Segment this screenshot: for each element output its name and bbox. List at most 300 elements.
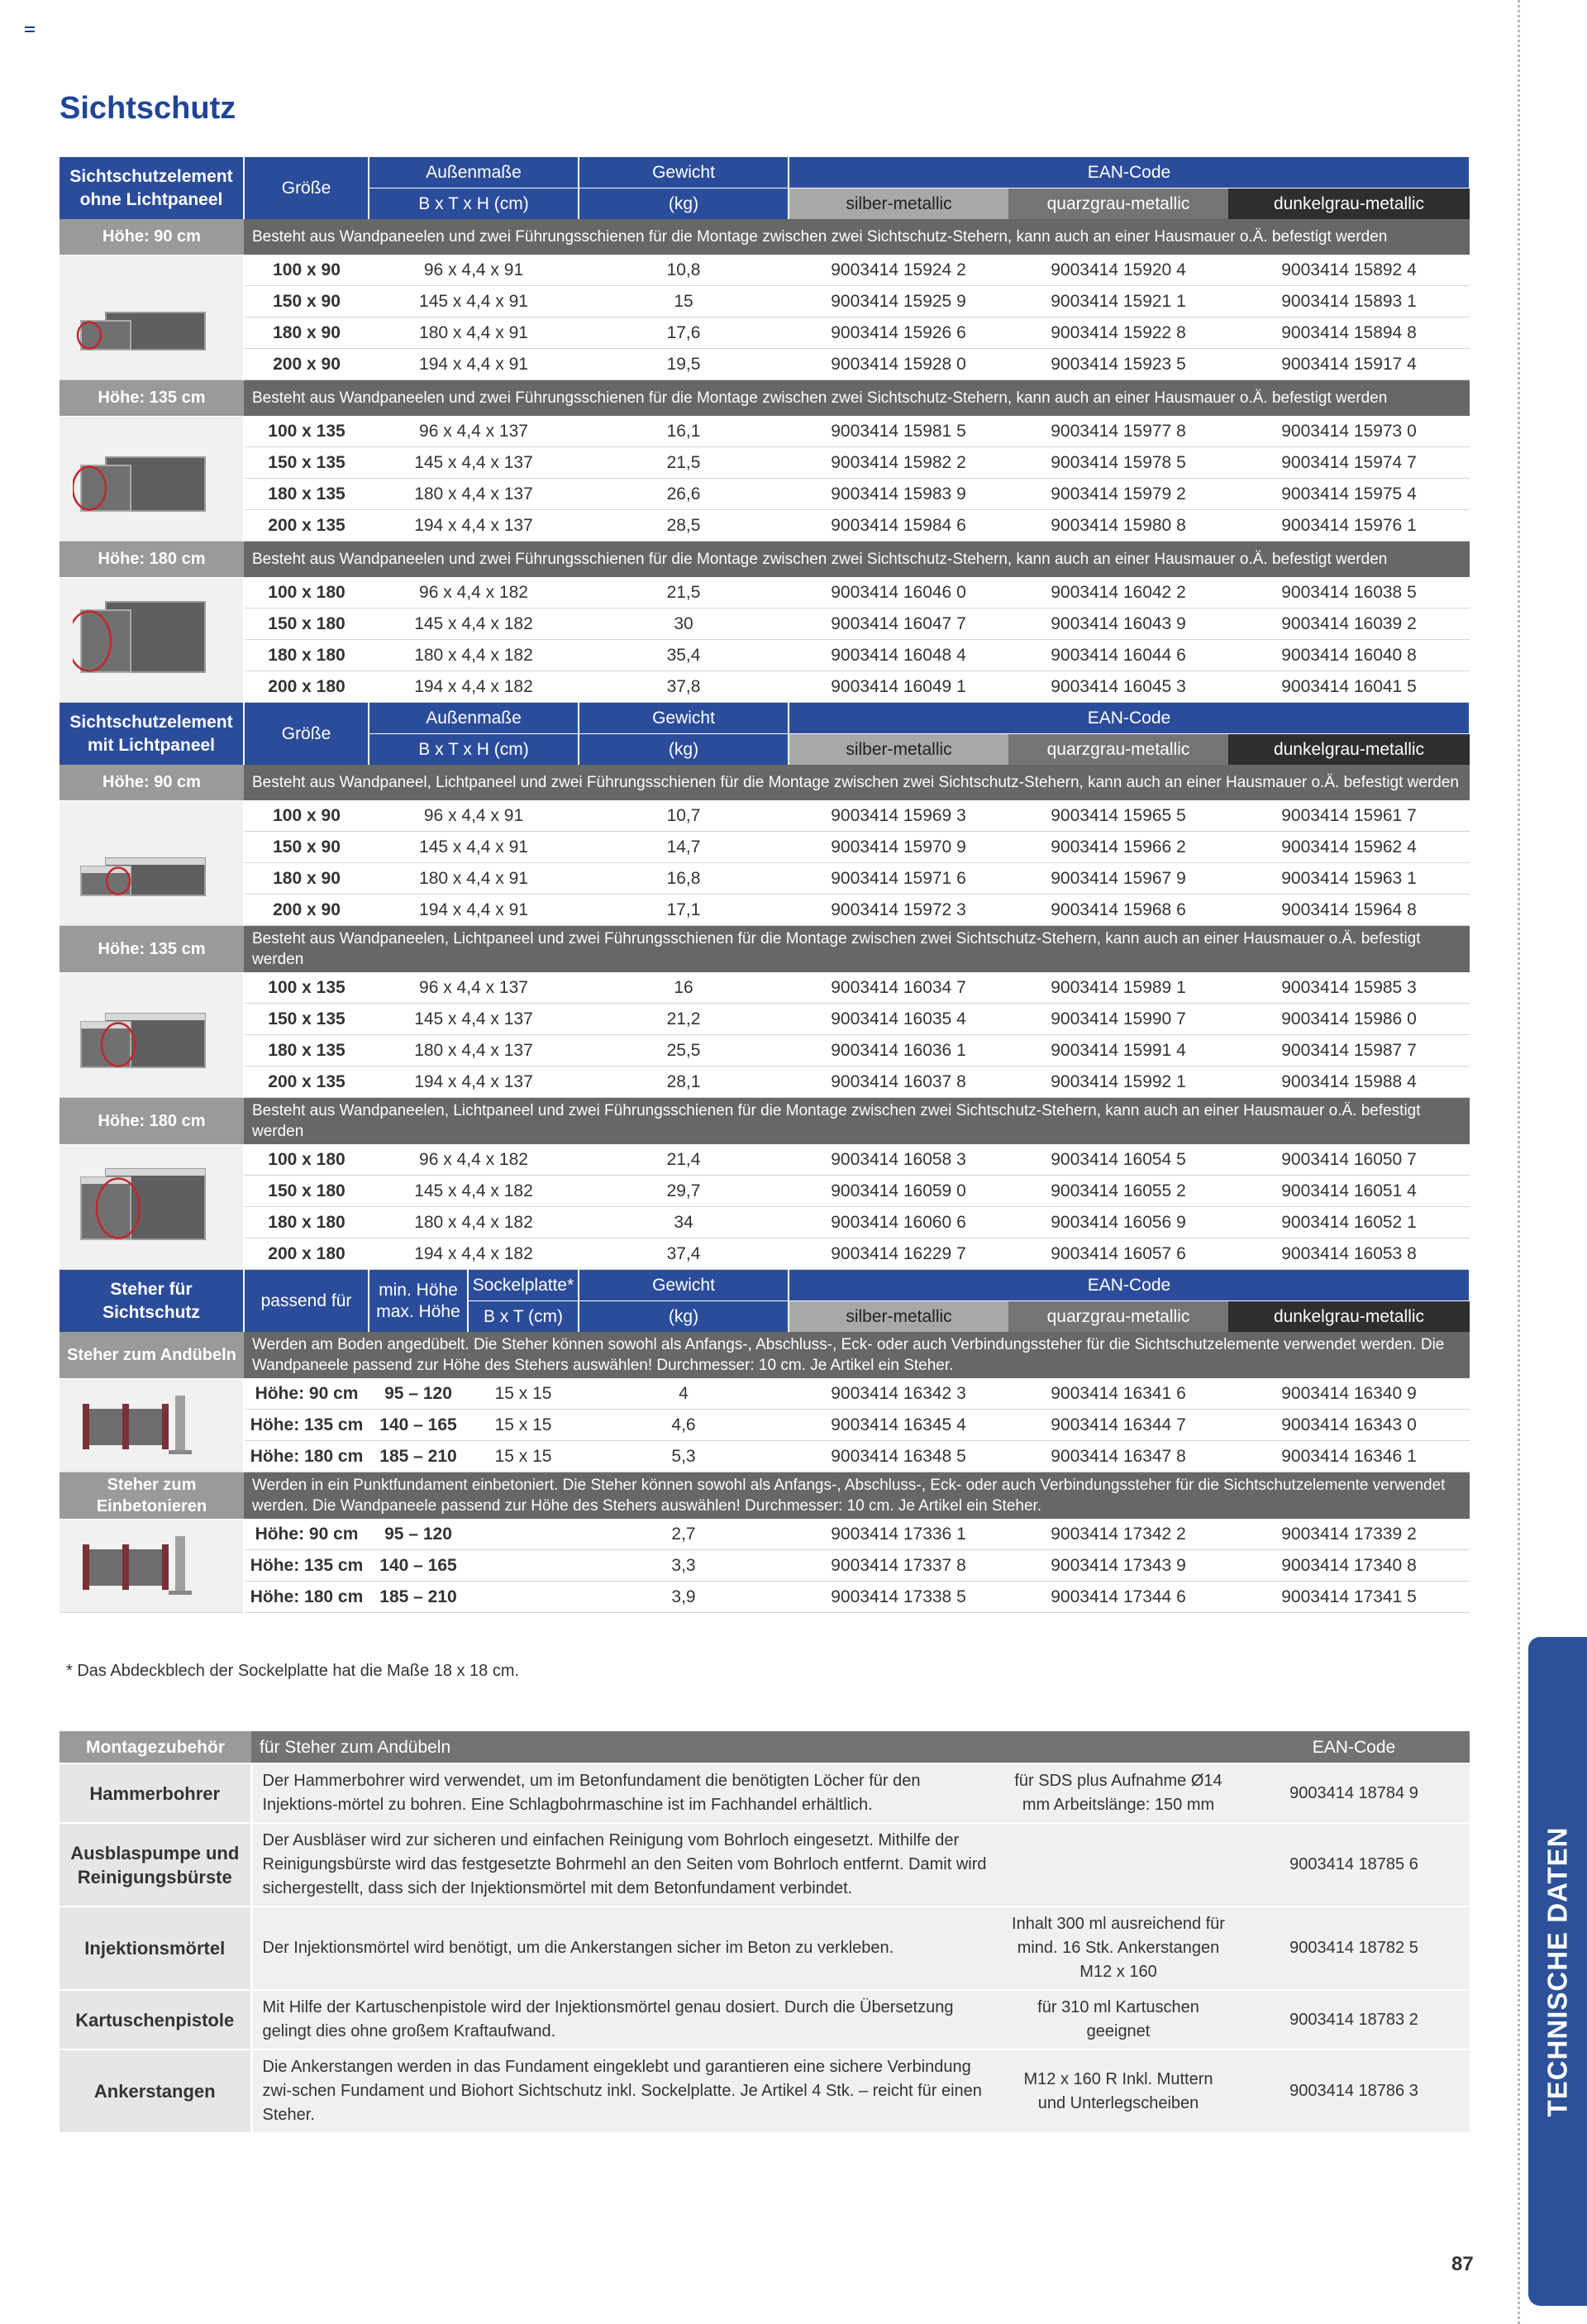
product-image-cell bbox=[60, 1144, 244, 1270]
row-weight: 14,7 bbox=[579, 832, 789, 863]
row-dimensions: 96 x 4,4 x 91 bbox=[369, 800, 579, 832]
row-ean-silber: 9003414 17337 8 bbox=[789, 1550, 1008, 1582]
row-dimensions: 194 x 4,4 x 91 bbox=[369, 349, 579, 380]
row-weight: 35,4 bbox=[579, 640, 789, 671]
row-weight: 26,6 bbox=[579, 479, 789, 510]
row-ean-quarzgrau: 9003414 15922 8 bbox=[1008, 317, 1228, 349]
group-header-row bbox=[60, 1472, 1470, 1520]
row-ean-silber: 9003414 15984 6 bbox=[789, 510, 1008, 542]
row-size: 150 x 180 bbox=[244, 1176, 369, 1207]
accessory-row bbox=[60, 1906, 1470, 1990]
col-header-dunkelgrau: dunkelgrau-metallic bbox=[1228, 188, 1470, 220]
row-ean-silber: 9003414 15971 6 bbox=[789, 863, 1008, 895]
row-size: 200 x 135 bbox=[244, 510, 369, 542]
accessory-ean: 9003414 18783 2 bbox=[1238, 1990, 1470, 2050]
row-ean-silber: 9003414 16342 3 bbox=[789, 1378, 1008, 1410]
product-image-cell bbox=[60, 1519, 244, 1613]
accessory-name: Injektionsmörtel bbox=[60, 1906, 251, 1990]
row-size: 100 x 135 bbox=[244, 416, 369, 447]
row-size: 180 x 90 bbox=[244, 863, 369, 895]
row-size: 100 x 90 bbox=[244, 800, 369, 832]
group-header-row bbox=[60, 219, 1470, 255]
row-ean-dunkelgrau: 9003414 16041 5 bbox=[1228, 671, 1470, 703]
row-size: 200 x 180 bbox=[244, 671, 369, 703]
row-weight: 15 bbox=[579, 286, 789, 317]
row-ean-silber: 9003414 16060 6 bbox=[789, 1207, 1008, 1238]
table-row bbox=[60, 1004, 1470, 1035]
table-row bbox=[60, 1176, 1470, 1207]
row-size: 180 x 135 bbox=[244, 1035, 369, 1067]
row-ean-dunkelgrau: 9003414 16040 8 bbox=[1228, 640, 1470, 671]
table-row bbox=[60, 1144, 1470, 1176]
table-row bbox=[60, 447, 1470, 479]
footnote: * Das Abdeckblech der Sockelplatte hat die Maße 18 x 18 cm. bbox=[66, 1662, 520, 1680]
row-ean-dunkelgrau: 9003414 16039 2 bbox=[1228, 608, 1470, 640]
row-size: 100 x 90 bbox=[244, 255, 369, 286]
row-ean-dunkelgrau: 9003414 17339 2 bbox=[1228, 1519, 1470, 1550]
row-ean-dunkelgrau: 9003414 16343 0 bbox=[1228, 1410, 1470, 1441]
row-ean-dunkelgrau: 9003414 15894 8 bbox=[1228, 317, 1470, 349]
row-ean-quarzgrau: 9003414 16043 9 bbox=[1008, 608, 1228, 640]
table-row bbox=[60, 416, 1470, 447]
product-image-cell bbox=[60, 1378, 244, 1472]
row-dimensions: 194 x 4,4 x 137 bbox=[369, 1067, 579, 1098]
col-header-gewicht: Gewicht bbox=[579, 157, 789, 188]
row-weight: 30 bbox=[579, 608, 789, 640]
row-dimensions: 96 x 4,4 x 137 bbox=[369, 416, 579, 447]
row-ean-dunkelgrau: 9003414 15975 4 bbox=[1228, 479, 1470, 510]
row-min-max: 140 – 165 bbox=[369, 1550, 468, 1582]
group-label: Höhe: 135 cm bbox=[60, 380, 244, 417]
row-ean-quarzgrau: 9003414 15992 1 bbox=[1008, 1067, 1228, 1098]
row-size: 150 x 135 bbox=[244, 1004, 369, 1035]
row-ean-quarzgrau: 9003414 15991 4 bbox=[1008, 1035, 1228, 1067]
row-ean-silber: 9003414 16049 1 bbox=[789, 671, 1008, 703]
row-dimensions: 96 x 4,4 x 182 bbox=[369, 1144, 579, 1176]
accessory-row bbox=[60, 1763, 1470, 1823]
page-edge-dotted-line bbox=[1518, 0, 1520, 2324]
row-dimensions: 96 x 4,4 x 91 bbox=[369, 255, 579, 286]
row-weight: 10,8 bbox=[579, 255, 789, 286]
row-weight: 17,6 bbox=[579, 317, 789, 349]
row-ean-quarzgrau: 9003414 16044 6 bbox=[1008, 640, 1228, 671]
row-ean-quarzgrau: 9003414 17342 2 bbox=[1008, 1519, 1228, 1550]
col-header-min-max: min. Höhe max. Höhe bbox=[369, 1270, 468, 1333]
row-ean-quarzgrau: 9003414 15979 2 bbox=[1008, 479, 1228, 510]
panel-product-image bbox=[73, 989, 230, 1076]
row-ean-silber: 9003414 16035 4 bbox=[789, 1004, 1008, 1035]
table-row bbox=[60, 510, 1470, 542]
row-ean-quarzgrau: 9003414 15966 2 bbox=[1008, 832, 1228, 863]
accessory-row bbox=[60, 2050, 1470, 2133]
col-header-gewicht: Gewicht bbox=[579, 1270, 789, 1301]
row-ean-silber: 9003414 16059 0 bbox=[789, 1176, 1008, 1207]
row-ean-dunkelgrau: 9003414 15963 1 bbox=[1228, 863, 1470, 895]
row-dimensions: 145 x 4,4 x 91 bbox=[369, 286, 579, 317]
row-ean-silber: 9003414 15926 6 bbox=[789, 317, 1008, 349]
row-min-max: 185 – 210 bbox=[369, 1441, 468, 1472]
col-header-quarzgrau: quarzgrau-metallic bbox=[1008, 188, 1228, 220]
row-dimensions: 194 x 4,4 x 137 bbox=[369, 510, 579, 542]
col-header-sockelplatte: Sockelplatte* bbox=[468, 1270, 579, 1301]
row-ean-quarzgrau: 9003414 15920 4 bbox=[1008, 255, 1228, 286]
row-ean-dunkelgrau: 9003414 15962 4 bbox=[1228, 832, 1470, 863]
row-ean-quarzgrau: 9003414 17343 9 bbox=[1008, 1550, 1228, 1582]
row-ean-quarzgrau: 9003414 16042 2 bbox=[1008, 577, 1228, 608]
row-weight: 16,1 bbox=[579, 416, 789, 447]
row-weight: 21,5 bbox=[579, 577, 789, 608]
group-description: Besteht aus Wandpaneelen und zwei Führungsschienen für die Montage zwischen zwei Sichtschutz-Stehern, kann auch an einer Hausmauer o.Ä. befestigt werden bbox=[244, 219, 1470, 255]
accessory-row bbox=[60, 1823, 1470, 1906]
group-header-row bbox=[60, 1098, 1470, 1145]
group-label: Steher zum Einbetonieren bbox=[60, 1472, 244, 1520]
row-size: 180 x 180 bbox=[244, 1207, 369, 1238]
row-ean-quarzgrau: 9003414 15977 8 bbox=[1008, 416, 1228, 447]
row-size: 200 x 180 bbox=[244, 1238, 369, 1270]
row-ean-quarzgrau: 9003414 16344 7 bbox=[1008, 1410, 1228, 1441]
page-number: 87 bbox=[1451, 2253, 1474, 2275]
row-ean-dunkelgrau: 9003414 15976 1 bbox=[1228, 510, 1470, 542]
group-label: Höhe: 180 cm bbox=[60, 1098, 244, 1145]
row-ean-quarzgrau: 9003414 15923 5 bbox=[1008, 349, 1228, 380]
row-weight: 2,7 bbox=[579, 1519, 789, 1550]
panel-product-image bbox=[73, 432, 230, 519]
group-description: Werden in ein Punktfundament einbetoniert. Die Steher können sowohl als Anfangs-, Abschluss-, Eck- oder auch Verbindungssteher für die Sichtschutzelemente verwendet werden. Die Wandpaneele passend zur Höhe des Stehers auswählen! Durchmesser: 10 cm. Je Artikel ein Steher. bbox=[244, 1472, 1470, 1520]
product-image-cell bbox=[60, 255, 244, 380]
col-header-kg: (kg) bbox=[579, 734, 789, 766]
row-sockelplatte: 15 x 15 bbox=[468, 1441, 579, 1472]
steher-product-image bbox=[73, 1379, 230, 1466]
steher-product-image bbox=[73, 1520, 230, 1606]
row-weight: 5,3 bbox=[579, 1441, 789, 1472]
group-header-row bbox=[60, 926, 1470, 973]
row-ean-silber: 9003414 16348 5 bbox=[789, 1441, 1008, 1472]
group-label: Höhe: 180 cm bbox=[60, 542, 244, 578]
col-header-aussenmasse: Außenmaße bbox=[369, 157, 579, 188]
product-image-cell bbox=[60, 416, 244, 542]
accessory-ean: 9003414 18782 5 bbox=[1238, 1906, 1470, 1990]
group-description: Besteht aus Wandpaneel, Lichtpaneel und zwei Führungsschienen für die Montage zwischen zwei Sichtschutz-Stehern, kann auch an einer Hausmauer o.Ä. befestigt werden bbox=[244, 765, 1470, 800]
row-sockelplatte bbox=[468, 1582, 579, 1613]
row-weight: 19,5 bbox=[579, 349, 789, 380]
row-weight: 28,5 bbox=[579, 510, 789, 542]
row-ean-quarzgrau: 9003414 16341 6 bbox=[1008, 1378, 1228, 1410]
row-weight: 21,2 bbox=[579, 1004, 789, 1035]
row-size: Höhe: 90 cm bbox=[244, 1519, 369, 1550]
row-size: Höhe: 180 cm bbox=[244, 1441, 369, 1472]
row-ean-silber: 9003414 16058 3 bbox=[789, 1144, 1008, 1176]
group-header-row bbox=[60, 1332, 1470, 1378]
col-header-bxt: B x T (cm) bbox=[468, 1301, 579, 1333]
table-row bbox=[60, 1067, 1470, 1098]
accessories-subtitle: für Steher zum Andübeln bbox=[251, 1731, 1238, 1763]
row-dimensions: 96 x 4,4 x 182 bbox=[369, 577, 579, 608]
row-ean-dunkelgrau: 9003414 16038 5 bbox=[1228, 577, 1470, 608]
row-ean-silber: 9003414 16046 0 bbox=[789, 577, 1008, 608]
row-ean-quarzgrau: 9003414 15967 9 bbox=[1008, 863, 1228, 895]
panel-product-image bbox=[73, 817, 230, 904]
row-ean-quarzgrau: 9003414 16057 6 bbox=[1008, 1238, 1228, 1270]
table-row bbox=[60, 1410, 1470, 1441]
row-min-max: 185 – 210 bbox=[369, 1582, 468, 1613]
row-size: Höhe: 135 cm bbox=[244, 1550, 369, 1582]
row-ean-silber: 9003414 16048 4 bbox=[789, 640, 1008, 671]
row-size: 180 x 180 bbox=[244, 640, 369, 671]
table-row bbox=[60, 671, 1470, 703]
row-ean-quarzgrau: 9003414 16056 9 bbox=[1008, 1207, 1228, 1238]
row-sockelplatte: 15 x 15 bbox=[468, 1410, 579, 1441]
row-size: 180 x 90 bbox=[244, 317, 369, 349]
product-image-cell bbox=[60, 972, 244, 1098]
row-weight: 3,9 bbox=[579, 1582, 789, 1613]
row-ean-dunkelgrau: 9003414 15973 0 bbox=[1228, 416, 1470, 447]
accessory-name: Ausblaspumpe und Reinigungsbürste bbox=[60, 1823, 251, 1906]
row-size: 100 x 180 bbox=[244, 577, 369, 608]
menu-icon[interactable] bbox=[25, 26, 35, 32]
col-header-ean: EAN-Code bbox=[789, 1270, 1470, 1301]
row-size: 150 x 90 bbox=[244, 286, 369, 317]
row-ean-dunkelgrau: 9003414 16050 7 bbox=[1228, 1144, 1470, 1176]
row-ean-quarzgrau: 9003414 15990 7 bbox=[1008, 1004, 1228, 1035]
side-tab-label: TECHNISCHE DATEN bbox=[1542, 1826, 1573, 2116]
group-label: Höhe: 135 cm bbox=[60, 926, 244, 973]
row-ean-silber: 9003414 15972 3 bbox=[789, 895, 1008, 926]
row-weight: 29,7 bbox=[579, 1176, 789, 1207]
row-dimensions: 180 x 4,4 x 182 bbox=[369, 1207, 579, 1238]
row-weight: 17,1 bbox=[579, 895, 789, 926]
row-dimensions: 180 x 4,4 x 91 bbox=[369, 863, 579, 895]
row-ean-quarzgrau: 9003414 15980 8 bbox=[1008, 510, 1228, 542]
row-ean-silber: 9003414 16037 8 bbox=[789, 1067, 1008, 1098]
col-header-silber: silber-metallic bbox=[789, 734, 1008, 766]
col-header-kg: (kg) bbox=[579, 188, 789, 220]
row-weight: 16,8 bbox=[579, 863, 789, 895]
col-header-silber: silber-metallic bbox=[789, 188, 1008, 220]
group-header-row bbox=[60, 380, 1470, 417]
accessory-spec: für SDS plus Aufnahme Ø14 mm Arbeitslänge: 150 mm bbox=[998, 1763, 1238, 1823]
row-ean-dunkelgrau: 9003414 15988 4 bbox=[1228, 1067, 1470, 1098]
table-row bbox=[60, 1441, 1470, 1472]
row-ean-dunkelgrau: 9003414 16052 1 bbox=[1228, 1207, 1470, 1238]
accessory-description: Der Hammerbohrer wird verwendet, um im Betonfundament die benötigten Löcher für den Injektions-mörtel zu bohren. Eine Schlagbohrmaschine ist im Fachhandel erhältlich. bbox=[251, 1763, 998, 1823]
col-header-dunkelgrau: dunkelgrau-metallic bbox=[1228, 734, 1470, 766]
table-header-row bbox=[60, 1270, 1470, 1301]
row-dimensions: 145 x 4,4 x 137 bbox=[369, 447, 579, 479]
panel-product-image bbox=[73, 271, 230, 358]
row-min-max: 140 – 165 bbox=[369, 1410, 468, 1441]
col-header-ean: EAN-Code bbox=[789, 157, 1470, 188]
row-dimensions: 194 x 4,4 x 182 bbox=[369, 671, 579, 703]
accessories-table bbox=[60, 1731, 1470, 2134]
table-row bbox=[60, 832, 1470, 863]
row-ean-dunkelgrau: 9003414 17340 8 bbox=[1228, 1550, 1470, 1582]
table-row bbox=[60, 349, 1470, 380]
col-header-dunkelgrau: dunkelgrau-metallic bbox=[1228, 1301, 1470, 1333]
row-ean-dunkelgrau: 9003414 15985 3 bbox=[1228, 972, 1470, 1004]
row-ean-quarzgrau: 9003414 15921 1 bbox=[1008, 286, 1228, 317]
row-ean-dunkelgrau: 9003414 16346 1 bbox=[1228, 1441, 1470, 1472]
row-ean-silber: 9003414 15925 9 bbox=[789, 286, 1008, 317]
product-image-cell bbox=[60, 577, 244, 703]
row-ean-dunkelgrau: 9003414 16053 8 bbox=[1228, 1238, 1470, 1270]
table-row bbox=[60, 972, 1470, 1004]
group-description: Besteht aus Wandpaneelen und zwei Führungsschienen für die Montage zwischen zwei Sichtschutz-Stehern, kann auch an einer Hausmauer o.Ä. befestigt werden bbox=[244, 380, 1470, 417]
row-ean-dunkelgrau: 9003414 15964 8 bbox=[1228, 895, 1470, 926]
row-dimensions: 180 x 4,4 x 91 bbox=[369, 317, 579, 349]
group-header-row bbox=[60, 542, 1470, 578]
row-sockelplatte bbox=[468, 1550, 579, 1582]
row-size: 180 x 135 bbox=[244, 479, 369, 510]
row-size: 100 x 180 bbox=[244, 1144, 369, 1176]
table-row bbox=[60, 255, 1470, 286]
panel-product-image bbox=[73, 1161, 230, 1248]
row-ean-silber: 9003414 15981 5 bbox=[789, 416, 1008, 447]
table-row bbox=[60, 1207, 1470, 1238]
table-row bbox=[60, 608, 1470, 640]
row-min-max: 95 – 120 bbox=[369, 1378, 468, 1410]
row-ean-silber: 9003414 16034 7 bbox=[789, 972, 1008, 1004]
row-weight: 21,4 bbox=[579, 1144, 789, 1176]
col-header-quarzgrau: quarzgrau-metallic bbox=[1008, 734, 1228, 766]
row-weight: 37,4 bbox=[579, 1238, 789, 1270]
col-header-passend: passend für bbox=[244, 1270, 369, 1333]
row-ean-quarzgrau: 9003414 16347 8 bbox=[1008, 1441, 1228, 1472]
row-ean-dunkelgrau: 9003414 15961 7 bbox=[1228, 800, 1470, 832]
accessory-spec bbox=[998, 1823, 1238, 1906]
accessory-spec: für 310 ml Kartuschen geeignet bbox=[998, 1990, 1238, 2050]
table-row bbox=[60, 640, 1470, 671]
group-header-row bbox=[60, 765, 1470, 800]
row-ean-quarzgrau: 9003414 15965 5 bbox=[1008, 800, 1228, 832]
row-ean-quarzgrau: 9003414 15978 5 bbox=[1008, 447, 1228, 479]
table-row bbox=[60, 895, 1470, 926]
table-row bbox=[60, 863, 1470, 895]
row-ean-silber: 9003414 15983 9 bbox=[789, 479, 1008, 510]
row-ean-silber: 9003414 17338 5 bbox=[789, 1582, 1008, 1613]
table-row bbox=[60, 286, 1470, 317]
row-dimensions: 145 x 4,4 x 91 bbox=[369, 832, 579, 863]
accessory-spec: M12 x 160 R Inkl. Muttern und Unterlegscheiben bbox=[998, 2050, 1238, 2133]
col-header-ean: EAN-Code bbox=[789, 703, 1470, 734]
accessory-ean: 9003414 18785 6 bbox=[1238, 1823, 1470, 1906]
page-title: Sichtschutz bbox=[60, 91, 236, 126]
row-dimensions: 180 x 4,4 x 137 bbox=[369, 1035, 579, 1067]
row-ean-dunkelgrau: 9003414 15893 1 bbox=[1228, 286, 1470, 317]
table-row bbox=[60, 800, 1470, 832]
col-header-kg: (kg) bbox=[579, 1301, 789, 1333]
row-weight: 4 bbox=[579, 1378, 789, 1410]
row-weight: 21,5 bbox=[579, 447, 789, 479]
col-header-silber: silber-metallic bbox=[789, 1301, 1008, 1333]
group-label: Höhe: 90 cm bbox=[60, 765, 244, 800]
row-ean-silber: 9003414 16036 1 bbox=[789, 1035, 1008, 1067]
accessories-ean-header: EAN-Code bbox=[1238, 1731, 1470, 1763]
row-weight: 37,8 bbox=[579, 671, 789, 703]
table-row bbox=[60, 317, 1470, 349]
product-image-cell bbox=[60, 800, 244, 926]
side-tab-label-wrap bbox=[1528, 1637, 1587, 2306]
row-ean-dunkelgrau: 9003414 15986 0 bbox=[1228, 1004, 1470, 1035]
row-size: 200 x 135 bbox=[244, 1067, 369, 1098]
row-dimensions: 180 x 4,4 x 137 bbox=[369, 479, 579, 510]
col-header-aussenmasse: Außenmaße bbox=[369, 703, 579, 734]
row-ean-silber: 9003414 15928 0 bbox=[789, 349, 1008, 380]
group-description: Besteht aus Wandpaneelen und zwei Führungsschienen für die Montage zwischen zwei Sichtschutz-Stehern, kann auch an einer Hausmauer o.Ä. befestigt werden bbox=[244, 542, 1470, 578]
row-dimensions: 145 x 4,4 x 182 bbox=[369, 608, 579, 640]
table-row bbox=[60, 1035, 1470, 1067]
product-table bbox=[60, 157, 1470, 1613]
row-dimensions: 194 x 4,4 x 182 bbox=[369, 1238, 579, 1270]
accessory-row bbox=[60, 1990, 1470, 2050]
row-ean-silber: 9003414 16345 4 bbox=[789, 1410, 1008, 1441]
row-min-max: 95 – 120 bbox=[369, 1519, 468, 1550]
row-weight: 3,3 bbox=[579, 1550, 789, 1582]
accessory-spec: Inhalt 300 ml ausreichend für mind. 16 Stk. Ankerstangen M12 x 160 bbox=[998, 1906, 1238, 1990]
group-label: Höhe: 90 cm bbox=[60, 219, 244, 255]
row-ean-dunkelgrau: 9003414 16340 9 bbox=[1228, 1378, 1470, 1410]
table-row bbox=[60, 1582, 1470, 1613]
row-size: 200 x 90 bbox=[244, 895, 369, 926]
table-row bbox=[60, 577, 1470, 608]
row-ean-quarzgrau: 9003414 16055 2 bbox=[1008, 1176, 1228, 1207]
row-size: 150 x 135 bbox=[244, 447, 369, 479]
col-header-quarzgrau: quarzgrau-metallic bbox=[1008, 1301, 1228, 1333]
row-ean-silber: 9003414 15969 3 bbox=[789, 800, 1008, 832]
panel-product-image bbox=[73, 594, 230, 680]
row-dimensions: 194 x 4,4 x 91 bbox=[369, 895, 579, 926]
accessory-name: Ankerstangen bbox=[60, 2050, 251, 2133]
table-header-row bbox=[60, 703, 1470, 734]
section-title: Sichtschutzelement mit Lichtpaneel bbox=[60, 703, 244, 766]
row-ean-silber: 9003414 16229 7 bbox=[789, 1238, 1008, 1270]
row-weight: 25,5 bbox=[579, 1035, 789, 1067]
group-description: Besteht aus Wandpaneelen, Lichtpaneel und zwei Führungsschienen für die Montage zwischen zwei Sichtschutz-Stehern, kann auch an einer Hausmauer o.Ä. befestigt werden bbox=[244, 926, 1470, 973]
row-dimensions: 180 x 4,4 x 182 bbox=[369, 640, 579, 671]
row-size: 200 x 90 bbox=[244, 349, 369, 380]
row-ean-quarzgrau: 9003414 15968 6 bbox=[1008, 895, 1228, 926]
accessory-ean: 9003414 18784 9 bbox=[1238, 1763, 1470, 1823]
group-label: Steher zum Andübeln bbox=[60, 1332, 244, 1378]
col-header-btxh: B x T x H (cm) bbox=[369, 188, 579, 220]
accessory-description: Der Ausbläser wird zur sicheren und einfachen Reinigung vom Bohrloch eingesetzt. Mithilfe der Reinigungsbürste wird das festgesetzte Bohrmehl an den Seiten vom Bohrloch entfernt. Damit wird sichergestellt, dass sich der Injektionsmörtel mit dem Betonfundament verbindet. bbox=[251, 1823, 998, 1906]
row-ean-quarzgrau: 9003414 15989 1 bbox=[1008, 972, 1228, 1004]
accessory-name: Kartuschenpistole bbox=[60, 1990, 251, 2050]
table-row bbox=[60, 479, 1470, 510]
col-header-gewicht: Gewicht bbox=[579, 703, 789, 734]
table-row bbox=[60, 1550, 1470, 1582]
row-dimensions: 145 x 4,4 x 182 bbox=[369, 1176, 579, 1207]
accessory-ean: 9003414 18786 3 bbox=[1238, 2050, 1470, 2133]
row-sockelplatte bbox=[468, 1519, 579, 1550]
row-size: 150 x 180 bbox=[244, 608, 369, 640]
row-ean-dunkelgrau: 9003414 16051 4 bbox=[1228, 1176, 1470, 1207]
row-ean-dunkelgrau: 9003414 15917 4 bbox=[1228, 349, 1470, 380]
row-ean-quarzgrau: 9003414 16045 3 bbox=[1008, 671, 1228, 703]
row-size: Höhe: 180 cm bbox=[244, 1582, 369, 1613]
row-size: 150 x 90 bbox=[244, 832, 369, 863]
accessory-name: Hammerbohrer bbox=[60, 1763, 251, 1823]
table-row bbox=[60, 1238, 1470, 1270]
group-description: Werden am Boden angedübelt. Die Steher können sowohl als Anfangs-, Abschluss-, Eck- oder auch Verbindungssteher für die Sichtschutzelemente verwendet werden. Die Wandpaneele passend zur Höhe des Stehers auswählen! Durchmesser: 10 cm. Je Artikel ein Steher. bbox=[244, 1332, 1470, 1378]
row-ean-silber: 9003414 15970 9 bbox=[789, 832, 1008, 863]
row-weight: 34 bbox=[579, 1207, 789, 1238]
row-weight: 10,7 bbox=[579, 800, 789, 832]
row-ean-dunkelgrau: 9003414 15974 7 bbox=[1228, 447, 1470, 479]
row-weight: 4,6 bbox=[579, 1410, 789, 1441]
section-title: Steher für Sichtschutz bbox=[60, 1270, 244, 1333]
table-row bbox=[60, 1378, 1470, 1410]
table-row bbox=[60, 1519, 1470, 1550]
